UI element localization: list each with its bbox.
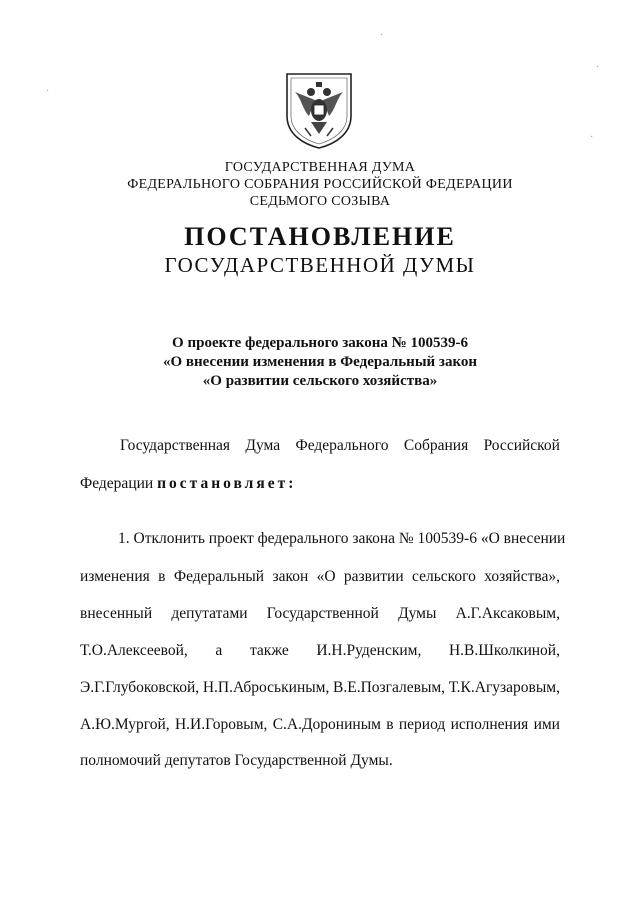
word: сельского: [412, 568, 476, 585]
word: Т.О.Алексеевой,: [80, 642, 188, 659]
subject-line-1: О проекте федерального закона № 100539-6: [172, 335, 468, 351]
word: депутатами: [171, 605, 248, 622]
word: Федерального: [295, 437, 389, 454]
item1-line-3: [80, 605, 560, 623]
item1-line-7: полномочий депутатов Государственной Думы.: [80, 752, 393, 769]
word: исполнения: [450, 716, 529, 733]
word: Государственная: [120, 437, 231, 454]
word: ими: [533, 716, 560, 733]
word: Т.К.Агузаровым,: [448, 679, 560, 696]
preamble-line-1: [120, 437, 560, 455]
scan-speck: ·: [590, 132, 594, 143]
word: изменения: [80, 568, 150, 585]
word: Собрания: [403, 437, 469, 454]
word: В.Е.Позгалевым,: [333, 679, 446, 696]
word: а: [215, 642, 223, 659]
item1-line-2: [80, 568, 560, 586]
preamble-line-2: [80, 475, 296, 493]
word: Э.Г.Глубоковской,: [80, 679, 200, 696]
word: Дума: [245, 437, 281, 454]
word: «О: [316, 568, 336, 585]
word: внесенный: [80, 605, 153, 622]
word: развитии: [343, 568, 404, 585]
word: С.А.Дорониным: [272, 716, 381, 733]
item1-line-1: 1. Отклонить проект федерального закона № 100539-6 «О внесении: [118, 530, 566, 547]
word: И.Н.Руденским,: [316, 642, 422, 659]
word: Федеральный: [173, 568, 265, 585]
word: хозяйства»,: [484, 568, 560, 585]
subject-line-2: «О внесении изменения в Федеральный закон: [162, 354, 478, 370]
org-line-1: ГОСУДАРСТВЕННАЯ ДУМА: [224, 160, 416, 175]
word: Думы: [398, 605, 437, 622]
document-subtitle: ГОСУДАРСТВЕННОЙ ДУМЫ: [164, 253, 476, 277]
word: Российской: [483, 437, 560, 454]
word: А.Г.Аксаковым,: [455, 605, 560, 622]
word: закон: [272, 568, 309, 585]
word: период: [398, 716, 446, 733]
subject-line-3: «О развитии сельского хозяйства»: [202, 373, 438, 389]
word: Н.И.Горовым,: [174, 716, 268, 733]
item1-line-5: [80, 679, 560, 697]
org-line-3: СЕДЬМОГО СОЗЫВА: [249, 194, 391, 209]
scan-speck: ·: [46, 86, 50, 97]
preamble-lead: Федерации: [80, 475, 154, 492]
word: в: [386, 716, 394, 733]
item1-line-6: [80, 716, 560, 734]
scan-speck: ·: [596, 62, 600, 73]
preamble-decree: постановляет:: [157, 475, 297, 492]
word: также: [249, 642, 289, 659]
word: А.Ю.Мургой,: [80, 716, 170, 733]
item1-line-4: [80, 642, 560, 660]
word: Н.В.Школкиной,: [448, 642, 560, 659]
word: Государственной: [266, 605, 379, 622]
state-emblem-icon: [281, 70, 357, 150]
org-line-2: ФЕДЕРАЛЬНОГО СОБРАНИЯ РОССИЙСКОЙ ФЕДЕРАЦИИ: [127, 177, 513, 192]
word: Н.П.Аброськиным,: [202, 679, 330, 696]
word: в: [158, 568, 166, 585]
scan-speck: ·: [380, 30, 384, 41]
document-title: ПОСТАНОВЛЕНИЕ: [184, 222, 456, 251]
